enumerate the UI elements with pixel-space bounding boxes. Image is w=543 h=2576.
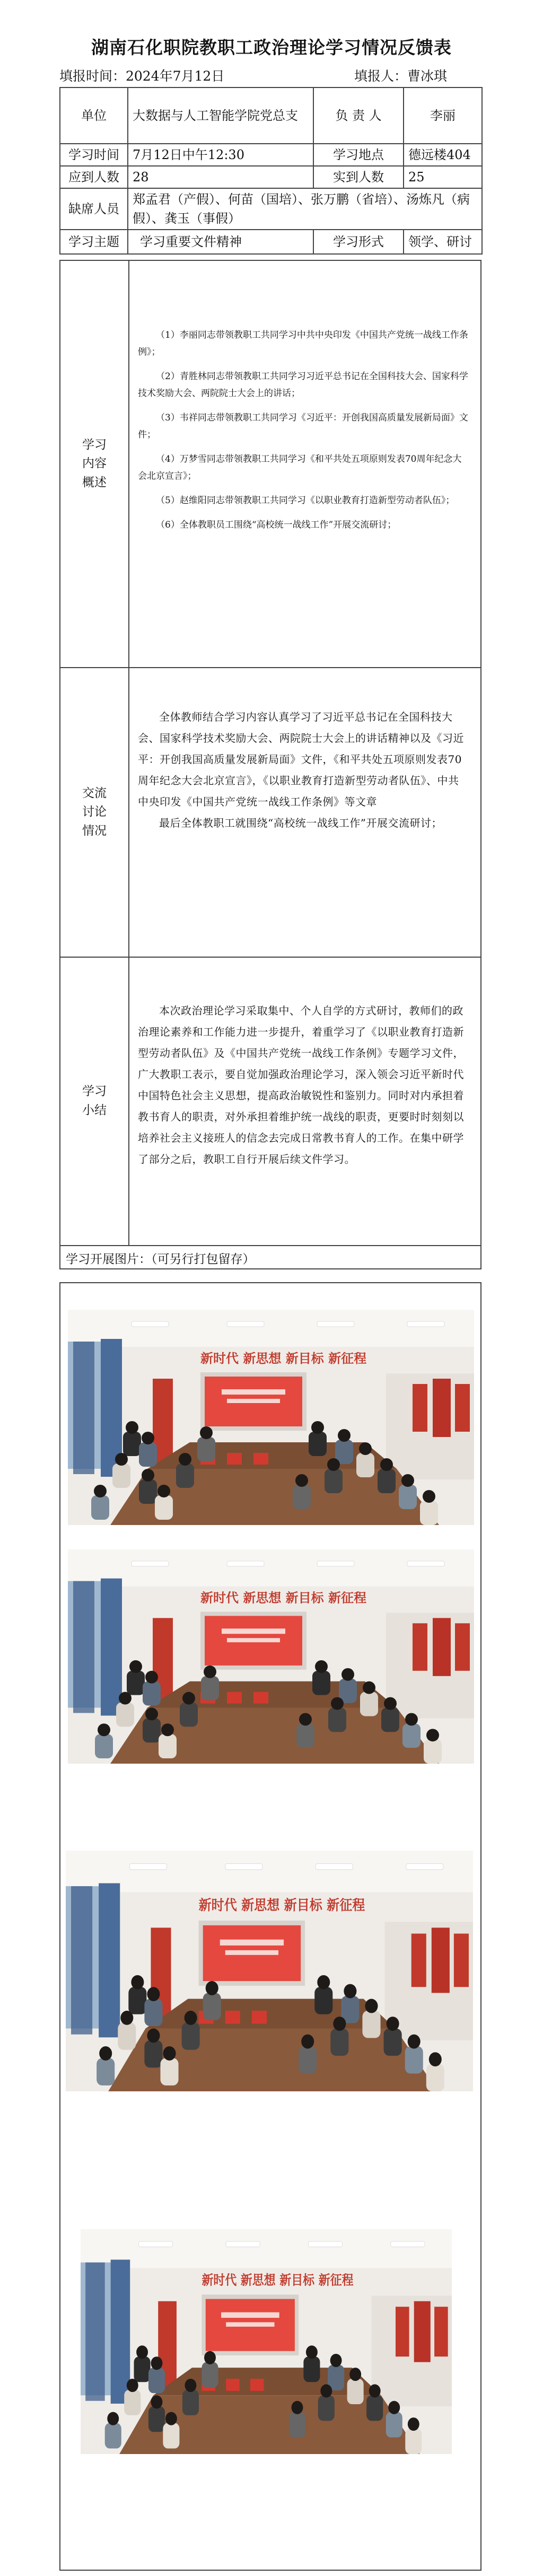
theme-value: 学习重要文件精神 (128, 230, 313, 254)
study-item: （1）李丽同志带领教职工共同学习中共中央印发《中国共产党统一战线工作条例》； (138, 330, 468, 357)
study-item: （2）青胜林同志带领教职工共同学习习近平总书记在全国科技大会、国家科学技术奖励大会、两院院士大会上的讲话； (138, 371, 468, 399)
slogan-banner-text: 新时代 新思想 新目标 新征程 (200, 1351, 367, 1366)
expected-value: 28 (128, 166, 313, 188)
study-content-label: 学习内容概述 (82, 437, 107, 489)
study-item: （5）赵维阳同志带领教职工共同学习《以职业教育打造新型劳动者队伍》； (156, 495, 455, 506)
filler-name: 填报人：曹冰琪 (354, 68, 448, 84)
meeting-photo (66, 1851, 473, 2091)
leader-value: 李丽 (404, 87, 482, 144)
meeting-photo-image (81, 2229, 452, 2454)
meeting-photo (81, 2229, 452, 2454)
meeting-photo-image (66, 1851, 473, 2091)
summary-paragraph: 本次政治理论学习采取集中、个人自学的方式研讨，教师们的政治理论素养和工作能力进一步提升，着重学习了《以职业教育打造新型劳动者队伍》及《中国共产党统一战线工作条例》专题学习文件，广大教职工表示，要自觉加强政治理论学习，深入领会习近平新时代中国特色社会主义思想，提高政治敏锐性和鉴别力。同时对内承担着教书育人的职责，对外承担着维护统一战线的职责，更要时时刻刻以培养社会主义接班人的信念去完成日常教书育人的工作。在集中研学了部分之后，教职工自行开展后续文件学习。 (138, 1004, 464, 1166)
unit-label: 单位 (60, 87, 128, 144)
actual-value: 25 (404, 166, 482, 188)
place-label: 学习地点 (313, 144, 404, 166)
study-item: （6）全体教职员工围绕“高校统一战线工作”开展交流研讨； (156, 520, 397, 530)
theme-label: 学习主题 (60, 230, 128, 254)
time-value: 7月12日中午12:30 (128, 144, 313, 166)
meeting-photo (68, 1310, 474, 1525)
form-value: 领学、研讨 (404, 230, 482, 254)
theme-row (60, 230, 482, 254)
slogan-banner-text: 新时代 新思想 新目标 新征程 (202, 2272, 354, 2288)
discussion-paragraph: 最后全体教职工就围绕“高校统一战线工作”开展交流研讨； (159, 817, 442, 829)
discussion-text (138, 706, 469, 834)
info-table (59, 87, 483, 255)
summary-section (59, 957, 481, 1246)
leader-label: 负 责 人 (313, 87, 404, 144)
meeting-photo (68, 1549, 474, 1764)
photo-caption: 学习开展图片：（可另行打包留存） (59, 1245, 481, 1269)
absent-label: 缺席人员 (60, 188, 128, 230)
absent-value: 郑孟君（产假）、何苗（国培）、张万鹏（省培）、汤炼凡（病假）、龚玉（事假） (128, 188, 482, 230)
meeting-photo-image (68, 1549, 474, 1764)
document-title: 湖南石化职院教职工政治理论学习情况反馈表 (91, 37, 452, 58)
study-content-list (138, 327, 469, 541)
unit-value: 大数据与人工智能学院党总支 (128, 87, 313, 144)
summary-label: 学习小结 (82, 1084, 107, 1117)
count-row (60, 166, 482, 188)
absent-row (60, 188, 482, 230)
discussion-paragraph: 全体教师结合学习内容认真学习了习近平总书记在全国科技大会、国家科学技术奖励大会、两院院士大会上的讲话精神以及《习近平：开创我国高质量发展新局面》文件，《和平共处五项原则发表70周年纪念大会北京宣言》，《以职业教育打造新型劳动者队伍》、中共中央印发《中国共产党统一战线工作条例》等文章 (138, 711, 464, 808)
study-item: （4）万梦雪同志带领教职工共同学习《和平共处五项原则发表70周年纪念大会北京宣言》； (138, 454, 462, 481)
time-row (60, 144, 482, 166)
expected-label: 应到人数 (60, 166, 128, 188)
slogan-banner-text: 新时代 新思想 新目标 新征程 (200, 1590, 367, 1606)
study-item: （3）韦祥同志带领教职工共同学习《习近平：开创我国高质量发展新局面》文件； (138, 413, 468, 440)
summary-text (138, 1000, 469, 1170)
time-label: 学习时间 (60, 144, 128, 166)
place-value: 德远楼404 (404, 144, 482, 166)
meeting-photo-image (68, 1310, 474, 1525)
discussion-label: 交流讨论情况 (82, 786, 107, 838)
slogan-banner-text: 新时代 新思想 新目标 新征程 (198, 1897, 365, 1914)
unit-row (60, 87, 482, 144)
actual-label: 实到人数 (313, 166, 404, 188)
study-content-section (59, 260, 481, 668)
discussion-section (59, 667, 481, 958)
fill-time: 填报时间：2024年7月12日 (59, 68, 225, 84)
form-label: 学习形式 (313, 230, 404, 254)
